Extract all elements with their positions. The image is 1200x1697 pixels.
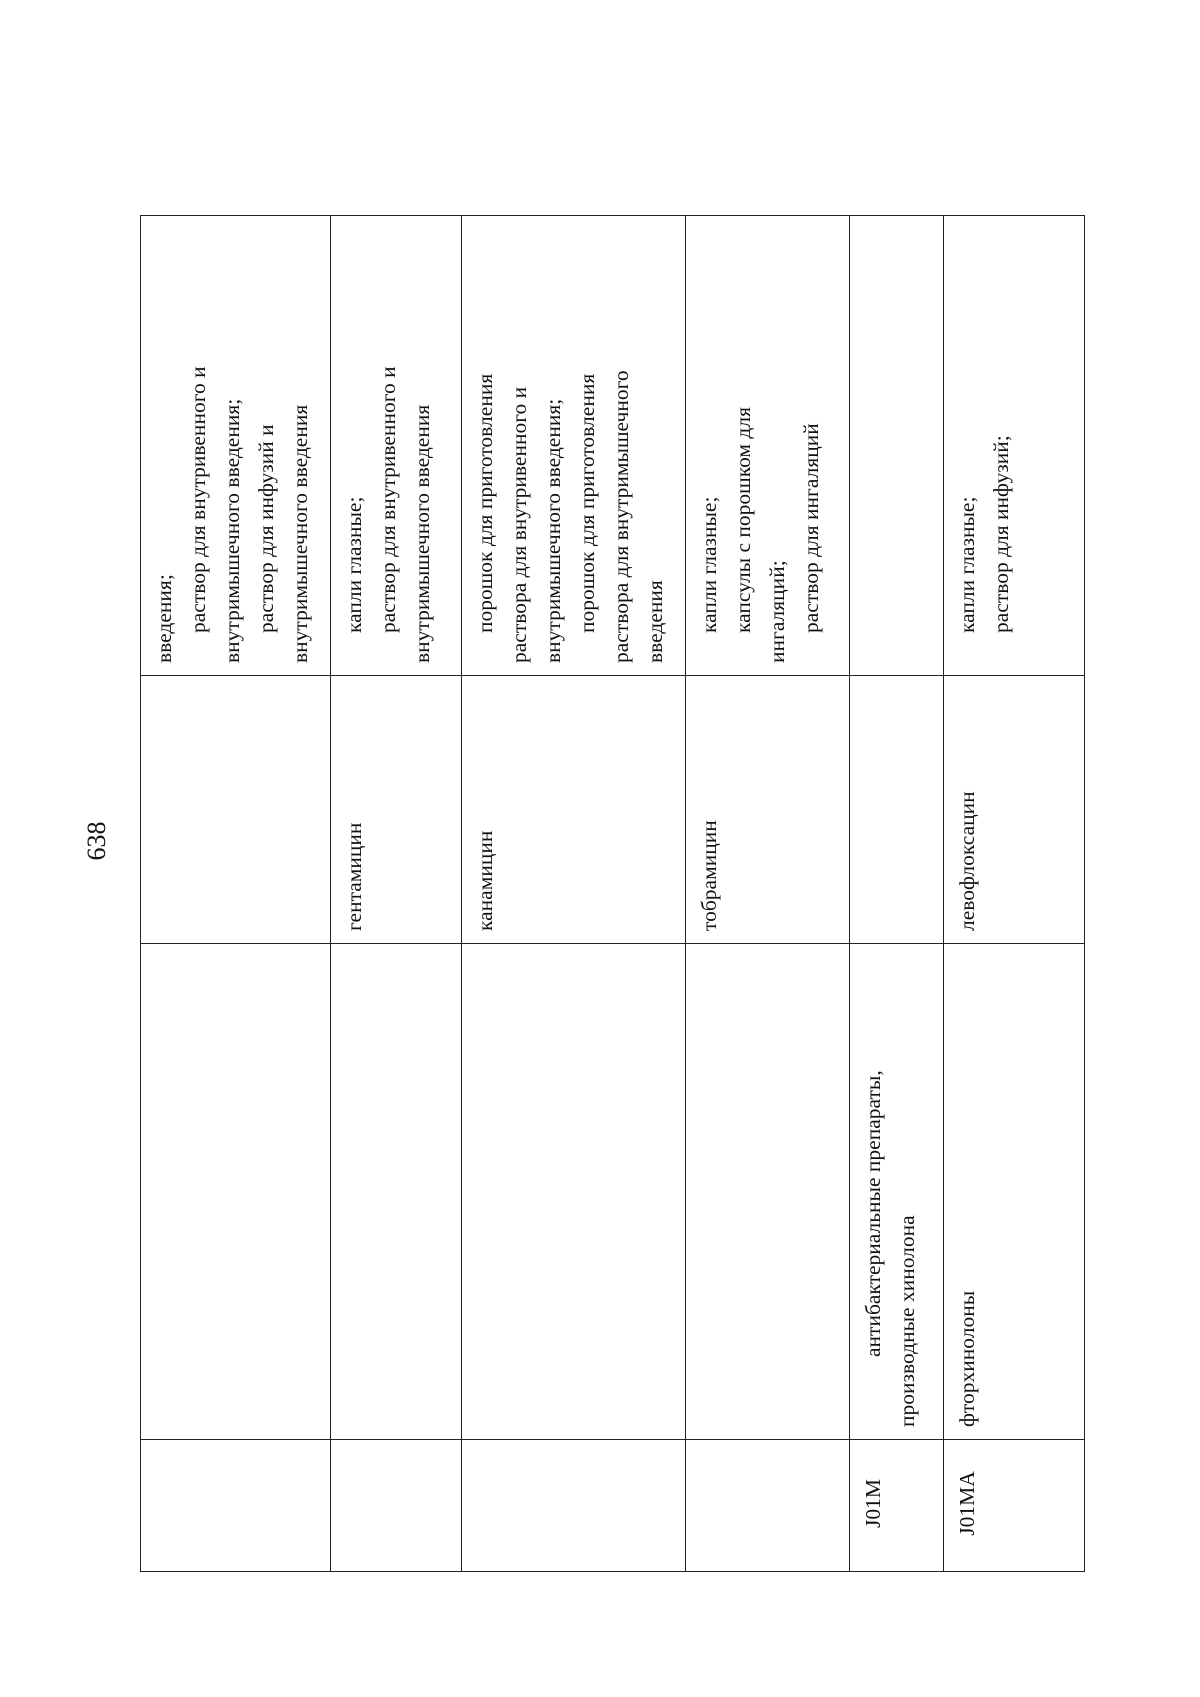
table-body	[141, 216, 1085, 1572]
atc-code-cell	[141, 1440, 331, 1572]
table-row	[462, 216, 686, 1572]
dosage-form-line: внутримышечного введения	[410, 404, 434, 663]
group-name-cell	[141, 944, 331, 1440]
group-name-cell	[850, 944, 944, 1440]
dosage-forms-cell	[331, 216, 462, 676]
rotated-page-content	[140, 216, 1084, 1572]
drug-name-cell	[850, 676, 944, 944]
dosage-form-line: капли глазные;	[955, 496, 979, 633]
dosage-form-line: раствор для ингаляций	[799, 423, 823, 633]
atc-code-cell	[331, 1440, 462, 1572]
drug-name-cell	[141, 676, 331, 944]
drug-name-cell: гентамицин	[331, 676, 462, 944]
dosage-form-line: внутримышечного введения;	[220, 398, 244, 663]
group-name-cell	[944, 944, 1085, 1440]
dosage-form-line: капли глазные;	[697, 496, 721, 633]
dosage-forms-cell	[141, 216, 331, 676]
group-name-cell	[331, 944, 462, 1440]
page-number: 638	[82, 821, 111, 861]
group-name-cell	[686, 944, 850, 1440]
dosage-form-line: раствор для инфузий;	[989, 435, 1013, 633]
group-name-cell	[462, 944, 686, 1440]
dosage-forms-cell	[850, 216, 944, 676]
drug-table	[140, 215, 1085, 1572]
dosage-form-line: внутримышечного введения	[288, 404, 312, 663]
dosage-form-line: капсулы с порошком для	[731, 407, 755, 633]
dosage-form-line: введения	[643, 580, 667, 663]
table-row	[686, 216, 850, 1572]
table-row	[331, 216, 462, 1572]
dosage-forms-cell	[686, 216, 850, 676]
dosage-form-line: введения;	[152, 574, 176, 663]
dosage-form-line: капли глазные;	[342, 496, 366, 633]
dosage-form-line: раствор для внутривенного и	[186, 366, 210, 633]
dosage-form-line: порошок для приготовления	[473, 373, 497, 633]
dosage-form-line: раствора для внутримышечного	[609, 370, 633, 663]
dosage-forms-cell	[462, 216, 686, 676]
group-name-line: фторхинолоны	[955, 1290, 979, 1427]
atc-code-cell: J01MA	[944, 1440, 1085, 1572]
atc-code-cell	[686, 1440, 850, 1572]
dosage-form-line: порошок для приготовления	[575, 373, 599, 633]
drug-name-cell: тобрамицин	[686, 676, 850, 944]
table-row	[944, 216, 1085, 1572]
table-row	[141, 216, 331, 1572]
dosage-form-line: ингаляций;	[765, 560, 789, 663]
group-name-line: антибактериальные препараты,	[861, 1070, 885, 1357]
dosage-form-line: раствора для внутривенного и	[507, 386, 531, 663]
group-name-line: производные хинолона	[895, 1215, 919, 1427]
drug-name-cell: левофлоксацин	[944, 676, 1085, 944]
dosage-forms-cell	[944, 216, 1085, 676]
dosage-form-line: раствор для внутривенного и	[376, 366, 400, 633]
drug-name-cell: канамицин	[462, 676, 686, 944]
atc-code-cell: J01M	[850, 1440, 944, 1572]
atc-code-cell	[462, 1440, 686, 1572]
dosage-form-line: раствор для инфузий и	[254, 424, 278, 633]
table-row	[850, 216, 944, 1572]
dosage-form-line: внутримышечного введения;	[541, 398, 565, 663]
